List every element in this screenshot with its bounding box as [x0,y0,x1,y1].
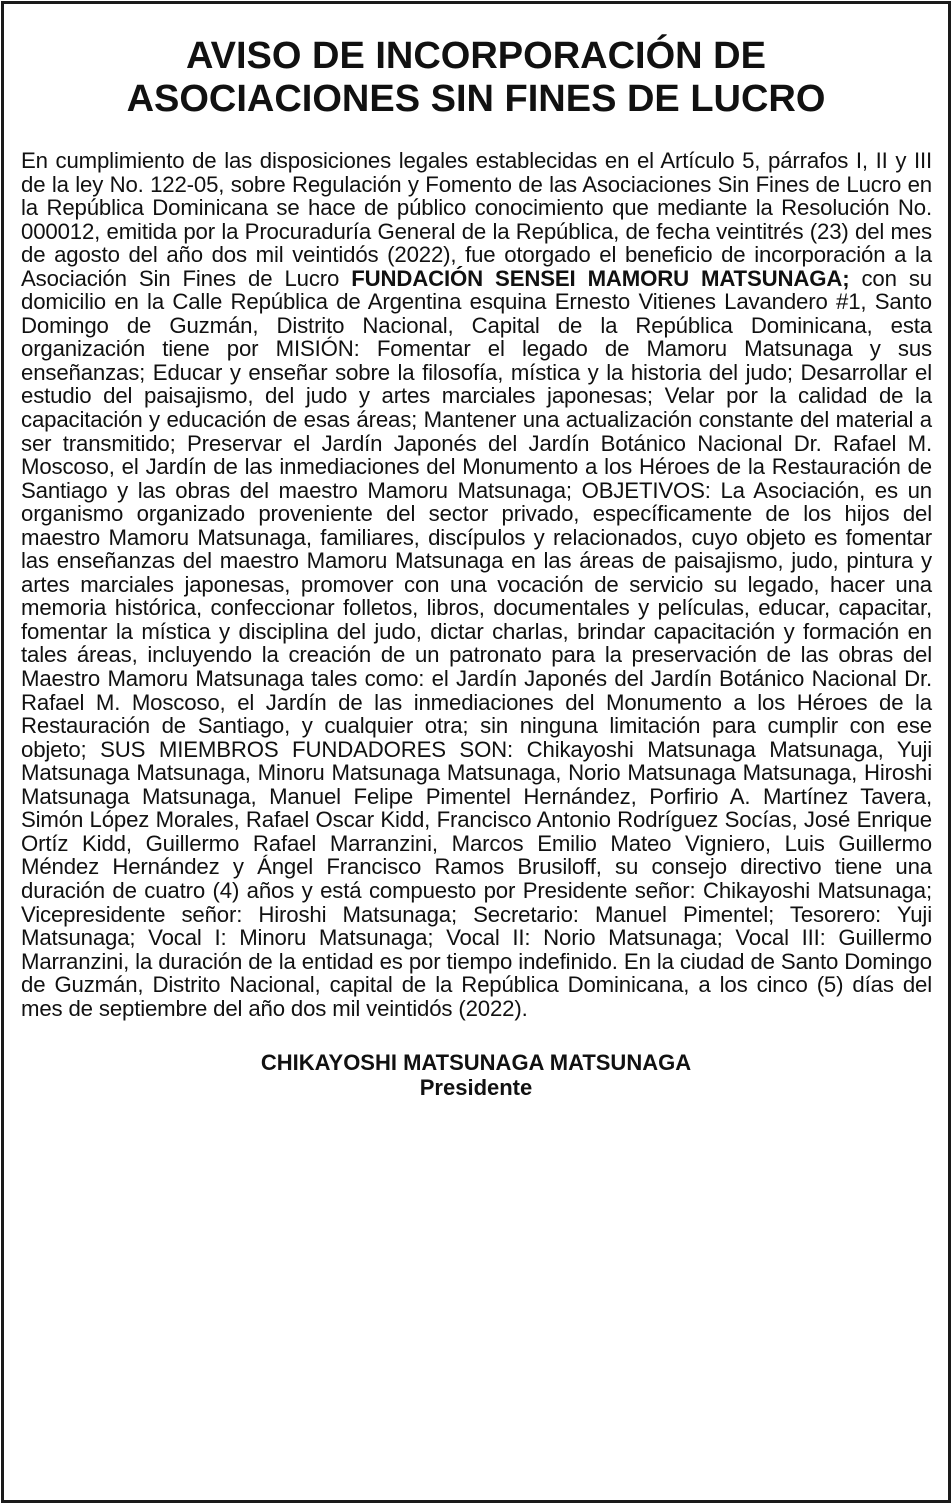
notice-title [4,35,948,121]
notice-body-details: con su domicilio en la Calle República de Argentina esquina Ernesto Vitienes Lavandero #1, Santo Domingo de Guzmán, Distrito Nacional, Capital de la República Dominicana, esta organización tiene por MISIÓN: Fomentar el legado de Mamoru Matsunaga y sus enseñanzas; Educar y enseñar sobre la filosofía, mística y la historia del judo; Desarrollar el estudio del paisajismo, del judo y artes marciales japonesas; Velar por la calidad de la capacitación y educación de esas áreas; Mantener una actualización constante del material a ser transmitido; Preservar el Jardín Japonés del Jardín Botánico Nacional Dr. Rafael M. Moscoso, el Jardín de las inmediaciones del Monumento a los Héroes de la Restauración de Santiago y las obras del maestro Mamoru Matsunaga; OBJETIVOS: La Asociación, es un organismo organizado proveniente del sector privado, específicamente de los hijos del maestro Mamoru Matsunaga, familiares, discípulos y relacionados, cuyo objeto es fomentar las enseñanzas del maestro Mamoru Matsunaga en las áreas de paisajismo, judo, pintura y artes marciales japonesas, promover con una vocación de servicio su legado, hacer una memoria histórica, confeccionar folletos, libros, documentales y películas, educar, capacitar, fomentar la mística y disciplina del judo, dictar charlas, brindar capacitación y formación en tales áreas, incluyendo la creación de un patronato para la preservación de las obras del Maestro Mamoru Matsunaga tales como: el Jardín Japonés del Jardín Botánico Nacional Dr. Rafael M. Moscoso, el Jardín de las inmediaciones del Monumento a los Héroes de la Restauración de Santiago, y cualquier otra; sin ninguna limitación para cumplir con ese objeto; SUS MIEMBROS FUNDADORES SON: Chikayoshi Matsunaga Matsunaga, Yuji Matsunaga Matsunaga, Minoru Matsunaga Matsunaga, Norio Matsunaga Matsunaga, Hiroshi Matsunaga Matsunaga, Manuel Felipe Pimentel Hernández, Porfirio A. Martínez Tavera, Simón López Morales, Rafael Oscar Kidd, Francisco Antonio Rodríguez Socías, José Enrique Ortíz Kidd, Guillermo Rafael Marranzini, Marcos Emilio Mateo Vigniero, Luis Guillermo Méndez Hernández y Ángel Francisco Ramos Brusiloff, su consejo directivo tiene una duración de cuatro (4) años y está compuesto por Presidente señor: Chikayoshi Matsunaga; Vicepresidente señor: Hiroshi Matsunaga; Secretario: Manuel Pimentel; Tesorero: Yuji Matsunaga; Vocal I: Minoru Matsunaga; Vocal II: Norio Matsunaga; Vocal III: Guillermo Marranzini, la duración de la entidad es por tiempo indefinido. En la ciudad de Santo Domingo de Guzmán, Distrito Nacional, capital de la República Dominicana, a los cinco (5) días del mes de septiembre del año dos mil veintidós (2022). [21,265,932,1021]
notice-frame [1,1,951,1503]
notice-body [21,149,932,1020]
signer-role: Presidente [419,1075,533,1101]
signature-block [4,1050,948,1100]
notice-title-line-1: AVISO DE INCORPORACIÓN DE [186,35,766,77]
signer-name: CHIKAYOSHI MATSUNAGA MATSUNAGA [260,1050,692,1076]
foundation-name: FUNDACIÓN SENSEI MAMORU MATSUNAGA; [351,265,850,291]
notice-title-line-2: ASOCIACIONES SIN FINES DE LUCRO [126,78,826,120]
notice-body-intro: En cumplimiento de las disposiciones legales establecidas en el Artículo 5, párrafos I, II y III de la ley No. 122-05, sobre Regulación y Fomento de las Asociaciones Sin Fines de Lucro en la República Dominicana se hace de público conocimiento que mediante la Resolución No. 000012, emitida por la Procuraduría General de la República, de fecha veintitrés (23) del mes de agosto del año dos mil veintidós (2022), fue otorgado el beneficio de incorporación a la Asociación Sin Fines de Lucro [21,148,932,291]
